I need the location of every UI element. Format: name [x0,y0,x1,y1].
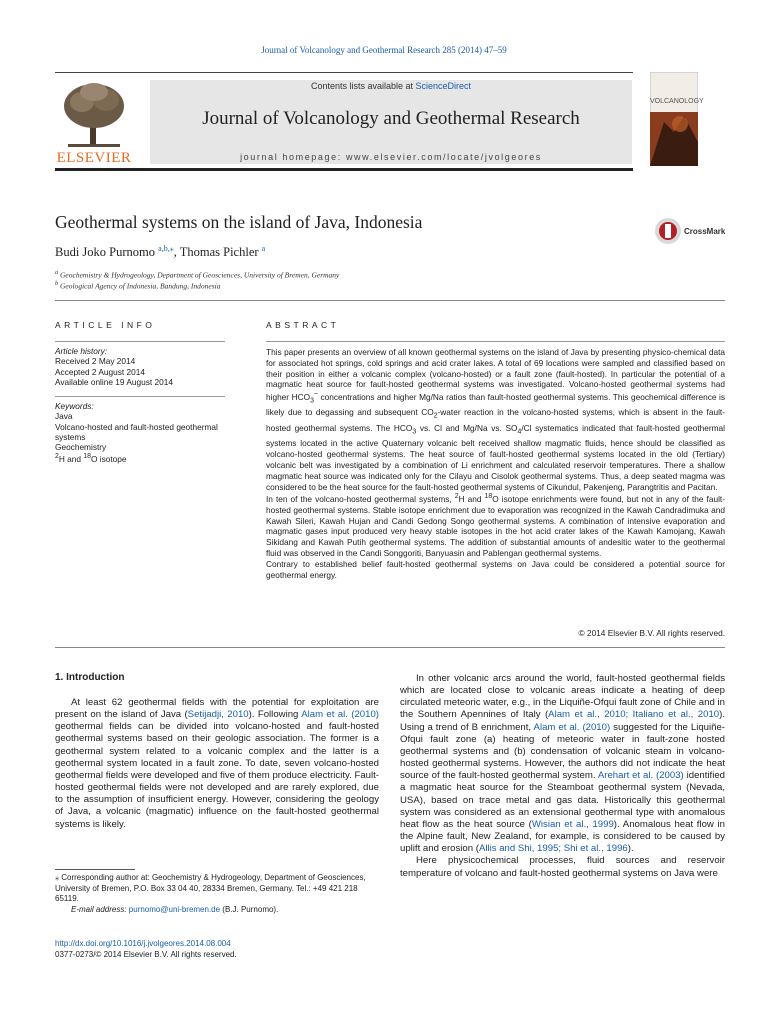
reference-link[interactable]: Allis and Shi, 1995; Shi et al., 1996 [478,843,628,855]
journal-cover[interactable] [650,72,704,166]
divider [266,341,725,342]
body-column-right [400,673,725,880]
crossmark-icon [654,217,682,245]
abstract-text [266,347,725,580]
divider [55,396,225,397]
reference-link[interactable]: Arehart et al. (2003) [597,770,684,782]
corresponding-mark[interactable]: ⁎ [169,244,174,253]
reference-link[interactable]: Alam et al., 2010; Italiano et al., 2010 [548,709,720,721]
divider [55,72,633,73]
elsevier-wordmark: ELSEVIER [56,150,132,166]
keyword: $^2$H and $^{18}$O isotope [55,453,127,465]
keyword: Java [55,411,73,422]
sciencedirect-link[interactable]: ScienceDirect [415,81,472,91]
body-paragraph: In other volcanic arcs around the world, fault-hosted geothermal fields which are located close to volcanic areas indicate a heating of deep circulated meteoric water, e.g., in the Liquiñe-Ofqui fault zone of Chile and in the Southern Apennines of Italy (Alam et al., 2010; Italiano et al., 2010). Using a trend of B enrichment, Alam et al. (2010) suggested for the Liquiñe-Ofqui fault zone (a) heating of meteoric water in fault-zone hosted geothermal systems and (b) condensation of volcanic steam in volcano-hosted geothermal systems. However, the authors did not indicate the heat source of the fault-hosted geothermal system. Arehart et al. (2003) identified a magmatic heat source for the Steamboat geothermal system (Nevada, USA), based on trace metal and gas data. Historically this geothermal system was considered as an extensional geothermal type with anomalous heat flow as the heat source (Wisian et al., 1999). Anomalous heat flow in the Alpine fault, New Zealand, for example, is considered to be caused by uplift and erosion (Allis and Shi, 1995; Shi et al., 1996). [400,673,726,855]
footnote-divider [55,869,135,870]
abstract-paragraph: In ten of the volcano-hosted geothermal systems, $^2$H and $^{18}$O isotope enrichments were found, but not in any of the fault-hosted geothermal systems. Stable isotope enrichment due to evaporation was recognized in the Kawah Candradimuka and Kawah Sileri, Kawah Hujan and Candi Gedong Songo geothermal systems. A combination of intensive evaporation and magmatic gases input produced very heavy stable isotopes in the hot acid crater lakes of the Kawah Kamojang, Kawah Sikidang and Kawah Putih geothermal systems. The addition of substantial amounts of andesitic water to the geothermal fluid was observed in the Candi Songgoriti, Banyuasin and Pablengan geothermal systems. [266,493,725,559]
reference-link[interactable]: Alam et al. (2010) [301,709,380,721]
cover-image-icon [650,72,704,166]
journal-homepage: journal homepage: www.elsevier.com/locate/jvolgeores [240,152,542,162]
keyword: Geochemistry [55,442,107,453]
abstract-paragraph: Contrary to established belief fault-hosted geothermal systems on Java could be considered a potential source for geothermal energy. [266,558,725,580]
footnote: ⁎ Corresponding author at: Geochemistry & Hydrogeology, Department of Geosciences, University of Bremen, P.O. Box 33 04 40, 28334 Bremen, Germany. Tel.: +49 421 218 65119. E-mail address: purnomo@uni-bremen.de (B.J. Purnomo). [55,873,366,914]
author-name[interactable]: Thomas Pichler [179,245,259,260]
body-column-left [55,697,379,831]
section-heading: 1. Introduction [55,672,125,683]
reference-link[interactable]: Setijadji, 2010 [187,709,249,721]
body-paragraph: Here physicochemical processes, fluid sources and reservoir temperature of volcano and fault-hosted geothermal systems on Java were [400,855,725,879]
email-link[interactable]: purnomo@uni-bremen.de [128,904,221,914]
doi-block [55,939,237,960]
crossmark-badge[interactable] [654,217,734,247]
cover-title: VOLCANOLOGY [650,98,704,105]
reference-link[interactable]: Wisian et al., 1999 [531,818,614,830]
article-info-heading: ARTICLE INFO [55,320,156,330]
affiliation-marks[interactable]: a [261,244,266,253]
copyright-notice: © 2014 Elsevier B.V. All rights reserved. [578,628,725,638]
issn-line: 0377-0273/© 2014 Elsevier B.V. All rights reserved. [55,949,237,959]
keyword: Volcano-hosted and fault-hosted geothermal systems [55,421,218,442]
affiliation-b: $^b$ Geological Agency of Indonesia, Bandung, Indonesia [55,280,221,291]
journal-title: Journal of Volcanology and Geothermal Research [202,108,580,129]
affiliation-a: $^a$ Geochemistry & Hydrogeology, Department of Geosciences, University of Bremen, Germany [55,269,340,280]
divider [55,341,225,342]
article-history: Article history: Received 2 May 2014 Accepted 2 August 2014 Available online 19 August 2014 [55,346,173,387]
homepage-link[interactable]: www.elsevier.com/locate/jvolgeores [345,152,542,162]
contents-line: Contents lists available at ScienceDirect [310,81,472,91]
header-divider [55,168,633,171]
keywords: Keywords: Java Volcano-hosted and fault-hosted geothermal systems Geochemistry $^2$H and $^{18}$O isotope [55,401,225,465]
paper-title: Geothermal systems on the island of Java, Indonesia [55,212,423,232]
reference-link[interactable]: Alam et al. (2010) [533,721,611,733]
elsevier-logo[interactable] [54,78,134,168]
divider [55,300,725,301]
affiliation-marks[interactable]: a,b, [158,244,170,253]
abstract-paragraph: This paper presents an overview of all known geothermal systems on the island of Java by presenting physico-chemical data for associated hot springs, cold springs and acid crater lakes. A total of 69 locations were sampled and classified based on their position in either a volcanic complex (volcano-hosted) or a fault zone (fault-hosted). In particular the potential of a magmatic heat source for fault-hosted geothermal systems was investigated. Volcano-hosted geothermal systems had higher $HCO_3^-$ concentrations and higher Mg/Na ratios than fault-hosted geothermal systems. This geochemical difference is likely due to degassing and subsequent $CO_2$-water reaction in the volcano-hosted systems, which is absent in the fault-hosted geothermal systems. The $HCO_3$ vs. Cl and Mg/Na vs. $SO_4/Cl$ systematics indicated that fault-hosted geothermal systems located in the active Quaternary volcanic belt received shallow magmatic fluids, hence should be classified as volcano-hosted geothermal systems. The heat source of fault-hosted geothermal systems located in the old (Tertiary) volcanic belt was investigated by a combination of Li enrichment and calculated reservoir temperatures. There a shallow magmatic heat source was indicated only for the Cilayu and Cisolok geothermal systems. Thus, a deep seated magma was considered to be the heat source for the fault-hosted geothermal systems of Cikundul, Pakenjeng, Parangtritis and Pacitan. [266,347,726,492]
journal-citation[interactable]: Journal of Volcanology and Geothermal Research 285 (2014) 47–59 [261,45,507,55]
author-list: Budi Joko Purnomo $^{a,b,⁎}$, Thomas Pichler $^a$ [55,244,266,260]
divider [55,647,725,648]
abstract-heading: ABSTRACT [266,320,340,330]
doi-link[interactable]: http://dx.doi.org/10.1016/j.jvolgeores.2014.08.004 [55,939,231,948]
body-paragraph: At least 62 geothermal fields with the potential for exploitation are present on the island of Java (Setijadji, 2010). Following Alam et al. (2010) geothermal fields can be divided into volcano-hosted and fault-hosted geothermal systems based on their geologic association. The former is a geothermal system related to a volcanic complex and the latter is a geothermal system located in a fault zone. To date, seven volcano-hosted geothermal fields were developed and five of them produce electricity. Fault-hosted geothermal fields were not developed and are rarely explored, due to the assumption of insufficient energy. However, considering the geology of Java, a volcanic (magmatic) influence on the fault-hosted geothermal systems is likely. [55,697,380,830]
crossmark-label: CrossMark [684,227,726,236]
author-name[interactable]: Budi Joko Purnomo [55,245,156,260]
